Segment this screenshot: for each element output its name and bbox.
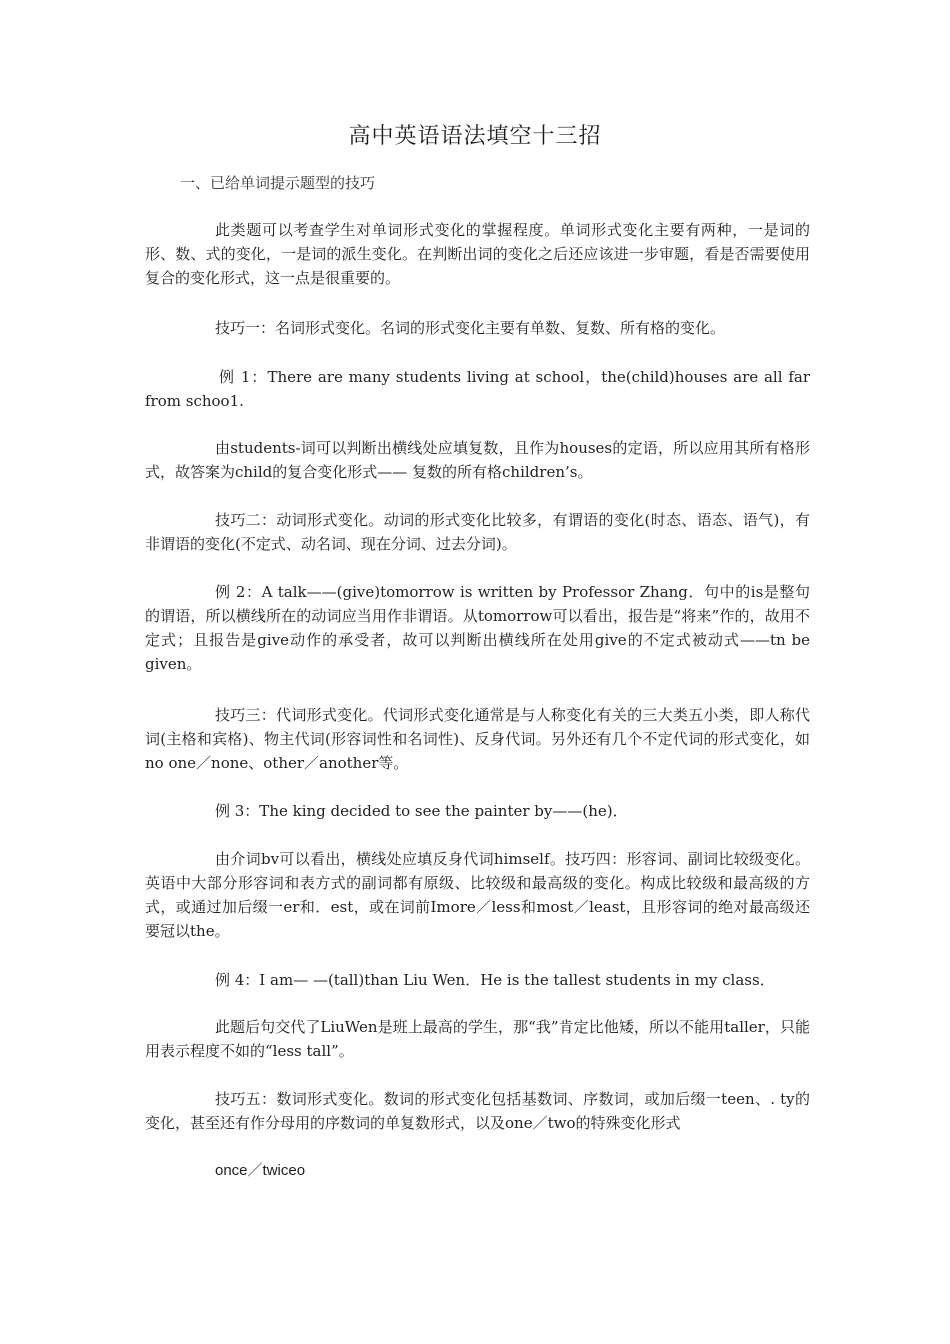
paragraph-tip-3: 技巧三：代词形式变化。代词形式变化通常是与人称变化有关的三大类五小类，即人称代词(主格和宾格)、物主代词(形容词性和名词性)、反身代词。另外还有几个不定代词的形式变化，如no one／none、other／another等。 [145, 706, 810, 772]
paragraph-tip-5: 技巧五：数词形式变化。数词的形式变化包括基数词、序数词，或加后缀一teen、. ty的变化，甚至还有作分母用的序数词的单复数形式，以及one／two的特殊变化形式 [145, 1090, 810, 1132]
paragraph-example-1: 例 1：There are many students living at school，the(child)houses are all far from schoo1. [145, 368, 810, 410]
paragraph-example-4: 例 4：I am— —(tall)than Liu Wen．He is the tallest students in my class． [215, 971, 775, 989]
paragraph-tip-5-continued: once／twiceo [215, 1162, 306, 1179]
paragraph-example-3: 例 3：The king decided to see the painter by——(he)． [215, 802, 628, 820]
paragraph-explanation-3-tip-4: 由介词bv可以看出，横线处应填反身代词himself。技巧四：形容词、副词比较级变化。英语中大部分形容词和表方式的副词都有原级、比较级和最高级的变化。构成比较级和最高级的方式，或通过加后缀一er和．est，或在词前Imore／less和most／least，且形容词的绝对最高级还要冠以the。 [145, 850, 810, 940]
paragraph-example-2: 例 2：A talk——(give)tomorrow is written by Professor Zhang．句中的is是整句的谓语，所以横线所在的动词应当用作非谓语。从tomorrow可以看出，报告是“将来”作的，故用不定式；且报告是give动作的承受者，故可以判断出横线所在处用give的不定式被动式——tn be given。 [145, 583, 810, 673]
paragraph-tip-2: 技巧二：动词形式变化。动词的形式变化比较多，有谓语的变化(时态、语态、语气)，有非谓语的变化(不定式、动名词、现在分词、过去分词)。 [145, 511, 810, 553]
paragraph-intro: 此类题可以考查学生对单词形式变化的掌握程度。单词形式变化主要有两种，一是词的形、数、式的变化，一是词的派生变化。在判断出词的变化之后还应该进一步审题，看是否需要使用复合的变化形式，这一点是很重要的。 [145, 221, 810, 287]
section-heading: 一、已给单词提示题型的技巧 [180, 174, 376, 192]
paragraph-explanation-1: 由students-词可以判断出横线处应填复数，且作为houses的定语，所以应用其所有格形式，故答案为child的复合变化形式—— 复数的所有格children’s。 [145, 439, 810, 481]
paragraph-explanation-4: 此题后句交代了LiuWen是班上最高的学生，那“我”肯定比他矮，所以不能用taller，只能用表示程度不如的“less tall”。 [145, 1018, 810, 1060]
paragraph-tip-1: 技巧一：名词形式变化。名词的形式变化主要有单数、复数、所有格的变化。 [215, 319, 726, 337]
document-title: 高中英语语法填空十三招 [348, 124, 602, 149]
